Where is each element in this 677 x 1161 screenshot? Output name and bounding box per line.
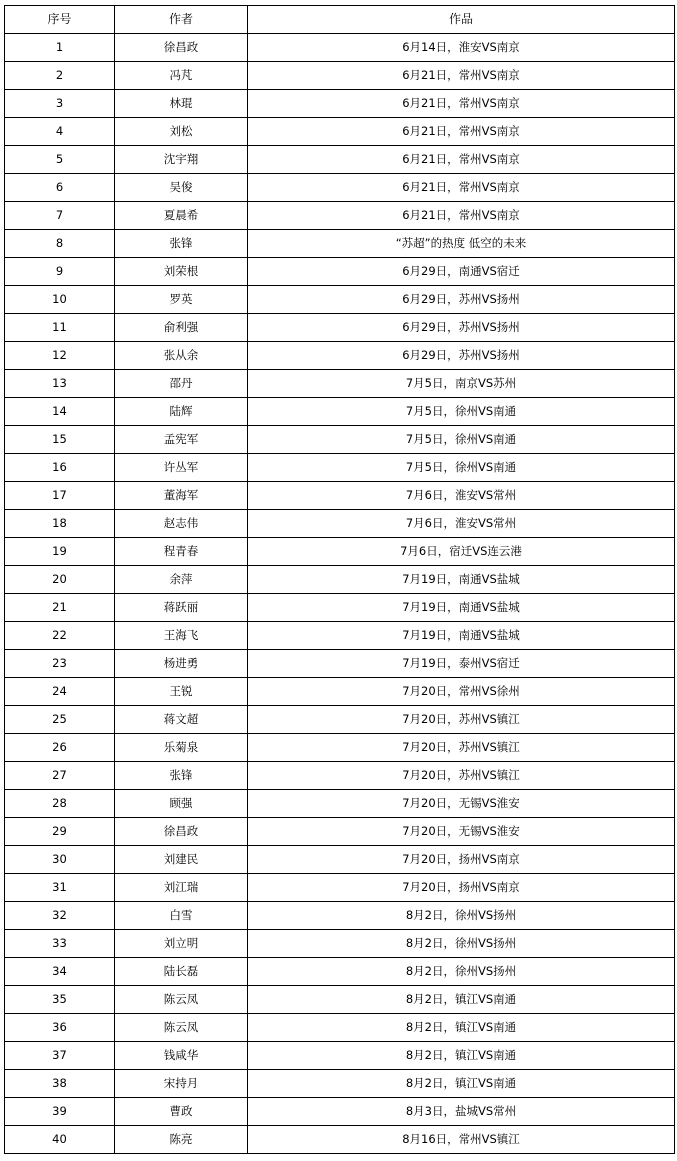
cell-work: 7月20日，苏州VS镇江 xyxy=(248,762,675,790)
cell-work: 8月2日，镇江VS南通 xyxy=(248,986,675,1014)
cell-index: 5 xyxy=(5,146,115,174)
cell-index: 6 xyxy=(5,174,115,202)
cell-work: 7月20日，扬州VS南京 xyxy=(248,846,675,874)
table-row xyxy=(5,118,675,146)
table-row xyxy=(5,510,675,538)
table-row xyxy=(5,258,675,286)
table-row xyxy=(5,538,675,566)
cell-author: 沈宇翔 xyxy=(115,146,248,174)
cell-author: 乐菊泉 xyxy=(115,734,248,762)
table-row xyxy=(5,454,675,482)
cell-author: 陈云凤 xyxy=(115,986,248,1014)
cell-work: 6月21日，常州VS南京 xyxy=(248,146,675,174)
cell-index: 17 xyxy=(5,482,115,510)
cell-index: 27 xyxy=(5,762,115,790)
table-row xyxy=(5,426,675,454)
cell-index: 16 xyxy=(5,454,115,482)
cell-work: 6月21日，常州VS南京 xyxy=(248,62,675,90)
table-row xyxy=(5,622,675,650)
cell-index: 32 xyxy=(5,902,115,930)
cell-author: 邵丹 xyxy=(115,370,248,398)
cell-author: 许丛军 xyxy=(115,454,248,482)
cell-index: 28 xyxy=(5,790,115,818)
cell-author: 程青春 xyxy=(115,538,248,566)
cell-work: 7月5日，南京VS苏州 xyxy=(248,370,675,398)
table-row xyxy=(5,706,675,734)
cell-work: 7月19日，南通VS盐城 xyxy=(248,594,675,622)
cell-index: 30 xyxy=(5,846,115,874)
cell-author: 董海军 xyxy=(115,482,248,510)
cell-author: 徐昌政 xyxy=(115,818,248,846)
cell-author: 陈亮 xyxy=(115,1126,248,1154)
cell-author: 刘荣根 xyxy=(115,258,248,286)
cell-work: 6月21日，常州VS南京 xyxy=(248,90,675,118)
table-row xyxy=(5,958,675,986)
table-row xyxy=(5,874,675,902)
cell-work: 7月20日，无锡VS淮安 xyxy=(248,818,675,846)
cell-work: 8月2日，镇江VS南通 xyxy=(248,1070,675,1098)
cell-work: 7月20日，无锡VS淮安 xyxy=(248,790,675,818)
cell-author: 钱咸华 xyxy=(115,1042,248,1070)
table-row xyxy=(5,146,675,174)
cell-work: 7月20日，苏州VS镇江 xyxy=(248,734,675,762)
cell-index: 34 xyxy=(5,958,115,986)
cell-work: 8月2日，徐州VS扬州 xyxy=(248,930,675,958)
table-row xyxy=(5,1014,675,1042)
table-row xyxy=(5,1070,675,1098)
cell-index: 14 xyxy=(5,398,115,426)
cell-author: 夏晨希 xyxy=(115,202,248,230)
cell-author: 陆长磊 xyxy=(115,958,248,986)
table-header xyxy=(5,6,675,34)
cell-work: 8月2日，徐州VS扬州 xyxy=(248,958,675,986)
cell-author: 林琨 xyxy=(115,90,248,118)
header-index: 序号 xyxy=(5,6,115,34)
table-row xyxy=(5,1126,675,1154)
table-row xyxy=(5,34,675,62)
table-row xyxy=(5,566,675,594)
cell-work: 7月6日，淮安VS常州 xyxy=(248,510,675,538)
table-row xyxy=(5,902,675,930)
table-row xyxy=(5,650,675,678)
cell-index: 35 xyxy=(5,986,115,1014)
cell-author: 俞利强 xyxy=(115,314,248,342)
cell-index: 39 xyxy=(5,1098,115,1126)
header-work: 作品 xyxy=(248,6,675,34)
table-row xyxy=(5,62,675,90)
cell-author: 刘江瑞 xyxy=(115,874,248,902)
cell-index: 23 xyxy=(5,650,115,678)
cell-index: 22 xyxy=(5,622,115,650)
cell-work: 7月20日，扬州VS南京 xyxy=(248,874,675,902)
table-row xyxy=(5,1042,675,1070)
cell-author: 孟宪军 xyxy=(115,426,248,454)
table-row xyxy=(5,370,675,398)
cell-work: 8月16日，常州VS镇江 xyxy=(248,1126,675,1154)
table-row xyxy=(5,734,675,762)
table-row xyxy=(5,930,675,958)
table-row xyxy=(5,846,675,874)
table-row xyxy=(5,482,675,510)
cell-author: 白雪 xyxy=(115,902,248,930)
table-row xyxy=(5,202,675,230)
table-row xyxy=(5,230,675,258)
table-row xyxy=(5,678,675,706)
cell-index: 37 xyxy=(5,1042,115,1070)
cell-index: 31 xyxy=(5,874,115,902)
table-row xyxy=(5,314,675,342)
cell-author: 陈云凤 xyxy=(115,1014,248,1042)
cell-author: 曹政 xyxy=(115,1098,248,1126)
table-body xyxy=(5,34,675,1154)
table-row xyxy=(5,90,675,118)
cell-author: 赵志伟 xyxy=(115,510,248,538)
cell-work: 8月2日，镇江VS南通 xyxy=(248,1014,675,1042)
table-row xyxy=(5,342,675,370)
cell-index: 25 xyxy=(5,706,115,734)
cell-work: 8月3日，盐城VS常州 xyxy=(248,1098,675,1126)
cell-index: 1 xyxy=(5,34,115,62)
cell-author: 陆辉 xyxy=(115,398,248,426)
table-row xyxy=(5,818,675,846)
cell-work: “苏超”的热度 低空的未来 xyxy=(248,230,675,258)
cell-index: 40 xyxy=(5,1126,115,1154)
cell-work: 7月5日，徐州VS南通 xyxy=(248,398,675,426)
cell-author: 刘立明 xyxy=(115,930,248,958)
cell-author: 余萍 xyxy=(115,566,248,594)
cell-author: 蒋文超 xyxy=(115,706,248,734)
cell-work: 6月14日，淮安VS南京 xyxy=(248,34,675,62)
cell-work: 6月21日，常州VS南京 xyxy=(248,118,675,146)
cell-author: 顾强 xyxy=(115,790,248,818)
cell-author: 刘建民 xyxy=(115,846,248,874)
cell-author: 张从余 xyxy=(115,342,248,370)
cell-author: 张锋 xyxy=(115,762,248,790)
table-row xyxy=(5,286,675,314)
cell-author: 宋持月 xyxy=(115,1070,248,1098)
works-table xyxy=(4,5,675,1154)
cell-author: 吴俊 xyxy=(115,174,248,202)
cell-work: 8月2日，徐州VS扬州 xyxy=(248,902,675,930)
cell-author: 蒋跃丽 xyxy=(115,594,248,622)
cell-work: 7月5日，徐州VS南通 xyxy=(248,426,675,454)
table-row xyxy=(5,790,675,818)
table-row xyxy=(5,1098,675,1126)
cell-author: 张锋 xyxy=(115,230,248,258)
table-row xyxy=(5,398,675,426)
cell-index: 21 xyxy=(5,594,115,622)
cell-index: 9 xyxy=(5,258,115,286)
cell-index: 8 xyxy=(5,230,115,258)
cell-index: 33 xyxy=(5,930,115,958)
cell-index: 7 xyxy=(5,202,115,230)
cell-index: 38 xyxy=(5,1070,115,1098)
cell-author: 徐昌政 xyxy=(115,34,248,62)
table-row xyxy=(5,762,675,790)
cell-index: 18 xyxy=(5,510,115,538)
cell-work: 7月20日，苏州VS镇江 xyxy=(248,706,675,734)
cell-index: 3 xyxy=(5,90,115,118)
cell-index: 20 xyxy=(5,566,115,594)
cell-work: 6月29日，苏州VS扬州 xyxy=(248,342,675,370)
cell-work: 7月5日，徐州VS南通 xyxy=(248,454,675,482)
cell-work: 6月29日，苏州VS扬州 xyxy=(248,314,675,342)
cell-index: 24 xyxy=(5,678,115,706)
cell-work: 7月19日，南通VS盐城 xyxy=(248,622,675,650)
header-row xyxy=(5,6,675,34)
cell-work: 6月29日，苏州VS扬州 xyxy=(248,286,675,314)
header-author: 作者 xyxy=(115,6,248,34)
cell-index: 13 xyxy=(5,370,115,398)
cell-work: 6月21日，常州VS南京 xyxy=(248,202,675,230)
cell-index: 36 xyxy=(5,1014,115,1042)
cell-index: 2 xyxy=(5,62,115,90)
cell-index: 11 xyxy=(5,314,115,342)
cell-work: 8月2日，镇江VS南通 xyxy=(248,1042,675,1070)
cell-work: 7月19日，泰州VS宿迁 xyxy=(248,650,675,678)
cell-index: 26 xyxy=(5,734,115,762)
cell-work: 7月20日，常州VS徐州 xyxy=(248,678,675,706)
cell-author: 王锐 xyxy=(115,678,248,706)
cell-index: 29 xyxy=(5,818,115,846)
cell-author: 刘松 xyxy=(115,118,248,146)
cell-work: 7月6日，宿迁VS连云港 xyxy=(248,538,675,566)
cell-index: 12 xyxy=(5,342,115,370)
cell-index: 4 xyxy=(5,118,115,146)
cell-work: 7月19日，南通VS盐城 xyxy=(248,566,675,594)
cell-index: 15 xyxy=(5,426,115,454)
cell-work: 6月29日，南通VS宿迁 xyxy=(248,258,675,286)
cell-author: 冯芃 xyxy=(115,62,248,90)
table-row xyxy=(5,594,675,622)
cell-work: 7月6日，淮安VS常州 xyxy=(248,482,675,510)
cell-author: 杨进勇 xyxy=(115,650,248,678)
cell-index: 10 xyxy=(5,286,115,314)
table-row xyxy=(5,174,675,202)
cell-index: 19 xyxy=(5,538,115,566)
table-row xyxy=(5,986,675,1014)
cell-author: 王海飞 xyxy=(115,622,248,650)
cell-work: 6月21日，常州VS南京 xyxy=(248,174,675,202)
cell-author: 罗英 xyxy=(115,286,248,314)
